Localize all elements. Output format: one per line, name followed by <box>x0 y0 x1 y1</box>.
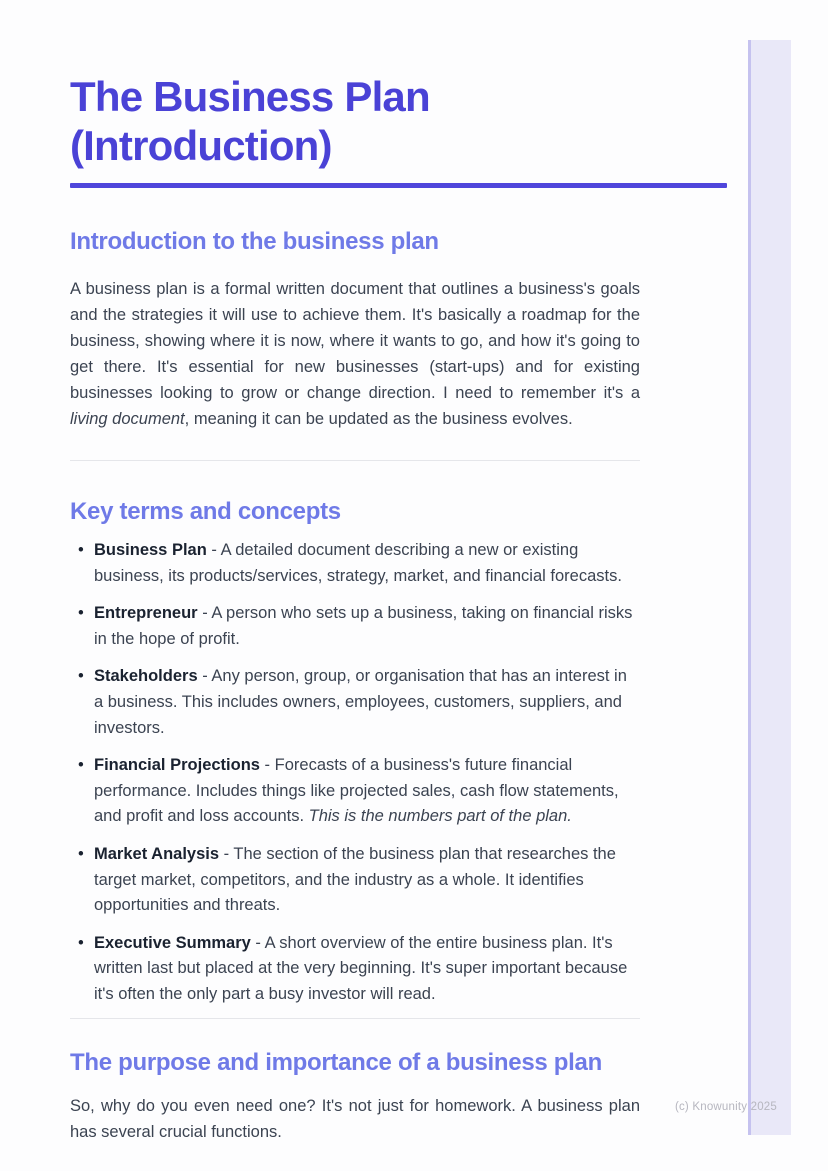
title-rule <box>70 183 727 188</box>
term-label: Financial Projections <box>94 756 260 775</box>
document-content <box>70 72 640 1145</box>
term-separator: - <box>197 667 212 686</box>
bullet-icon: • <box>78 541 84 559</box>
key-terms-list <box>70 538 640 1008</box>
term-description: Any person, group, or organisation that has an interest in a business. This includes owners, employees, customers, suppliers, and investors. <box>94 667 627 737</box>
page-title: The Business Plan (Introduction) <box>70 73 430 169</box>
term-separator: - <box>250 933 265 952</box>
purpose-paragraph: So, why do you even need one? It's not just for homework. A business plan has several crucial functions. <box>70 1096 640 1141</box>
term-description-italic: This is the numbers part of the plan. <box>308 807 572 826</box>
accent-bar <box>748 40 791 1135</box>
term-separator: - <box>219 844 234 863</box>
bullet-icon: • <box>78 756 84 775</box>
section-heading-introduction: Introduction to the business plan <box>70 228 439 255</box>
list-item <box>78 931 640 1008</box>
intro-paragraph-italic: living document <box>70 410 185 428</box>
term-description: A person who sets up a business, taking on financial risks in the hope of profit. <box>94 604 633 648</box>
section-heading-purpose: The purpose and importance of a business plan <box>70 1048 602 1076</box>
watermark: (c) Knowunity 2025 <box>674 1101 777 1113</box>
term-label: Entrepreneur <box>94 604 198 623</box>
section-divider <box>70 1018 640 1019</box>
term-label: Market Analysis <box>94 844 220 863</box>
section-divider <box>70 460 640 461</box>
bullet-icon: • <box>78 933 84 952</box>
term-separator: - <box>259 756 275 775</box>
intro-paragraph <box>70 276 640 432</box>
bullet-icon: • <box>78 667 84 686</box>
term-description: The section of the business plan that researches the target market, competitors, and the industry as a whole. It identifies opportunities and threats. <box>94 844 616 915</box>
term-description: A short overview of the entire business plan. It's written last but placed at the very beginning. It's super important because it's often the only part a busy investor will read. <box>94 933 628 1003</box>
intro-paragraph-tail: , meaning it can be updated as the business evolves. <box>184 410 573 428</box>
term-description: A detailed document describing a new or existing business, its products/services, strategy, market, and financial forecasts. <box>94 541 622 585</box>
list-item <box>78 664 640 741</box>
term-label: Executive Summary <box>94 933 251 952</box>
list-item <box>78 753 640 830</box>
bullet-icon: • <box>78 844 84 863</box>
term-label: Business Plan <box>94 541 207 559</box>
term-label: Stakeholders <box>94 667 198 686</box>
list-item <box>78 538 640 589</box>
list-item <box>78 601 640 652</box>
term-separator: - <box>197 604 212 623</box>
term-separator: - <box>206 541 221 559</box>
section-heading-key-terms: Key terms and concepts <box>70 498 341 525</box>
term-description: Forecasts of a business's future financial performance. Includes things like projected sales, cash flow statements, and profit and loss accounts. <box>94 756 619 826</box>
list-item <box>78 842 640 919</box>
bullet-icon: • <box>78 604 84 623</box>
intro-paragraph-text: A business plan is a formal written document that outlines a business's goals and the strategies it will use to achieve them. It's basically a roadmap for the business, showing where it is now, where it wants to go, and how it's going to get there. It's essential for new businesses (start-ups) and for existing businesses looking to grow or change direction. I need to remember it's a <box>70 280 640 402</box>
